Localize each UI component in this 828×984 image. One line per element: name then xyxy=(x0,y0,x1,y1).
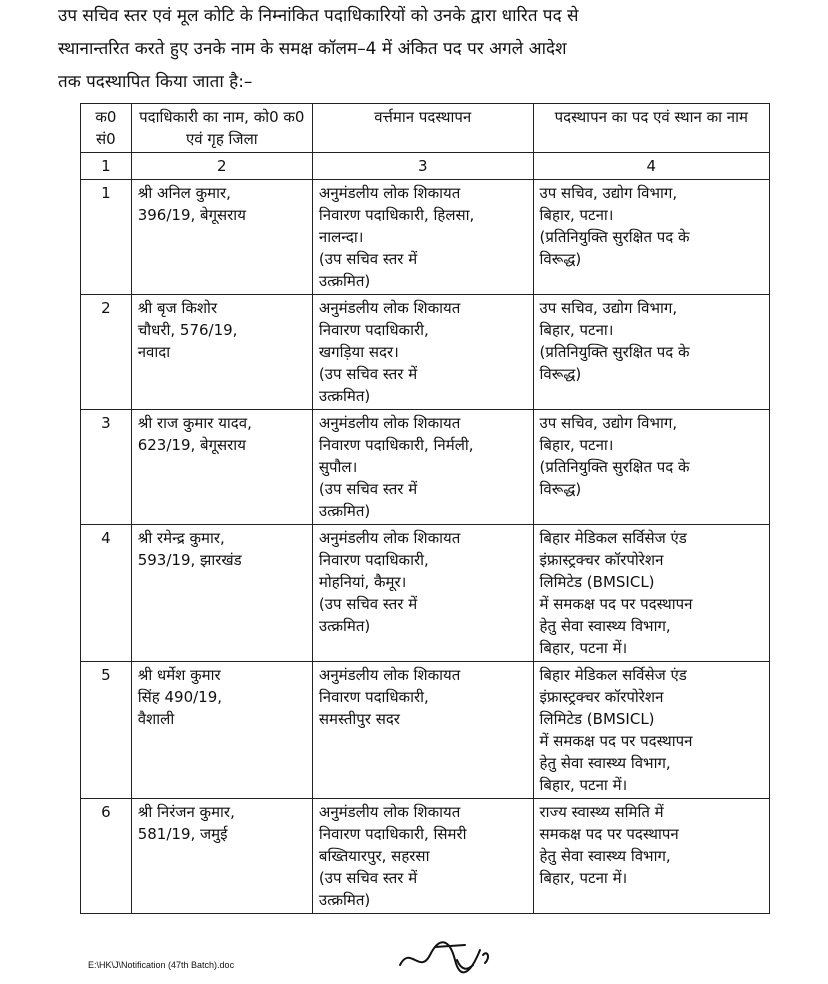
cell-text-line: (उप सचिव स्तर में xyxy=(318,250,418,268)
new-posting-cell xyxy=(533,180,769,295)
cell-text-line: उप सचिव, उद्योग विभाग, xyxy=(539,299,678,317)
column-number: 1 xyxy=(81,153,132,180)
serial-number-cell: 3 xyxy=(81,410,132,525)
intro-paragraph xyxy=(58,0,818,99)
cell-text-line: बिहार, पटना। xyxy=(539,321,614,339)
cell-text-line: (उप सचिव स्तर में xyxy=(318,595,418,613)
cell-text-line: विरूद्ध) xyxy=(539,250,582,268)
cell-text-line: अनुमंडलीय लोक शिकायत xyxy=(318,529,461,547)
cell-text-line: 593/19, झारखंड xyxy=(137,551,242,569)
cell-text-line: उत्क्रमित) xyxy=(318,891,371,909)
cell-text-line: निवारण पदाधिकारी, हिलसा, xyxy=(318,206,475,224)
table-row xyxy=(81,295,770,410)
cell-text-line: लिमिटेड (BMSICL) xyxy=(539,710,655,728)
cell-text-line: निवारण पदाधिकारी, xyxy=(318,551,429,569)
officer-name-cell xyxy=(131,295,312,410)
table-row xyxy=(81,662,770,799)
column-number: 3 xyxy=(312,153,533,180)
cell-text-line: श्री राज कुमार यादव, xyxy=(137,414,252,432)
cell-text-line: सुपौल। xyxy=(318,458,358,476)
table-row xyxy=(81,180,770,295)
current-posting-cell xyxy=(312,410,533,525)
cell-text-line: श्री निरंजन कुमार, xyxy=(137,803,235,821)
cell-text-line: (उप सचिव स्तर में xyxy=(318,480,418,498)
cell-text-line: बिहार, पटना में। xyxy=(539,639,628,657)
table-row xyxy=(81,410,770,525)
cell-text-line: उत्क्रमित) xyxy=(318,502,371,520)
cell-text-line: नवादा xyxy=(137,343,171,361)
cell-text-line: मोहनियां, कैमूर। xyxy=(318,573,407,591)
officer-name-cell xyxy=(131,799,312,914)
cell-text-line: अनुमंडलीय लोक शिकायत xyxy=(318,666,461,684)
cell-text-line: इंफ्रास्ट्रक्चर कॉरपोरेशन xyxy=(539,551,664,569)
serial-number-cell: 6 xyxy=(81,799,132,914)
cell-text-line: हेतु सेवा स्वास्थ्य विभाग, xyxy=(539,617,671,635)
posting-table xyxy=(80,103,770,914)
table-body xyxy=(81,180,770,914)
current-posting-cell xyxy=(312,525,533,662)
signature-image xyxy=(395,935,495,980)
serial-number-cell: 4 xyxy=(81,525,132,662)
cell-text-line: में समकक्ष पद पर पदस्थापन xyxy=(539,595,693,613)
current-posting-cell xyxy=(312,799,533,914)
cell-text-line: (प्रतिनियुक्ति सुरक्षित पद के xyxy=(539,343,690,361)
cell-text-line: अनुमंडलीय लोक शिकायत xyxy=(318,414,461,432)
cell-text-line: बिहार, पटना में। xyxy=(539,776,628,794)
cell-text-line: श्री बृज किशोर xyxy=(137,299,218,317)
cell-text-line: वैशाली xyxy=(137,710,175,728)
cell-text-line: 396/19, बेगूसराय xyxy=(137,206,246,224)
cell-text-line: 581/19, जमुई xyxy=(137,825,228,843)
current-posting-cell xyxy=(312,295,533,410)
cell-text-line: विरूद्ध) xyxy=(539,480,582,498)
header-row xyxy=(81,104,770,153)
file-path-footer: E:\HK\J\Notification (47th Batch).doc xyxy=(88,960,235,970)
serial-number-cell: 1 xyxy=(81,180,132,295)
cell-text-line: अनुमंडलीय लोक शिकायत xyxy=(318,299,461,317)
new-posting-cell xyxy=(533,525,769,662)
cell-text-line: राज्य स्वास्थ्य समिति में xyxy=(539,803,664,821)
table-row xyxy=(81,525,770,662)
new-posting-cell xyxy=(533,410,769,525)
current-posting-cell xyxy=(312,180,533,295)
cell-text-line: खगड़िया सदर। xyxy=(318,343,399,361)
cell-text-line: सिंह 490/19, xyxy=(137,688,223,706)
cell-text-line: समकक्ष पद पर पदस्थापन xyxy=(539,825,679,843)
cell-text-line: नालन्दा। xyxy=(318,228,364,246)
cell-text-line: उप सचिव, उद्योग विभाग, xyxy=(539,184,678,202)
intro-line: तक पदस्थापित किया जाता है:– xyxy=(58,72,253,92)
current-posting-cell xyxy=(312,662,533,799)
intro-line: स्थानान्तरित करते हुए उनके नाम के समक्ष कॉलम–4 में अंकित पद पर अगले आदेश xyxy=(58,39,567,59)
cell-text-line: श्री रमेन्द्र कुमार, xyxy=(137,529,225,547)
cell-text-line: समस्तीपुर सदर xyxy=(318,710,400,728)
cell-text-line: बिहार, पटना। xyxy=(539,436,614,454)
cell-text-line: बिहार, पटना। xyxy=(539,206,614,224)
serial-number-cell: 5 xyxy=(81,662,132,799)
officer-name-cell xyxy=(131,662,312,799)
cell-text-line: (प्रतिनियुक्ति सुरक्षित पद के xyxy=(539,458,690,476)
cell-text-line: चौधरी, 576/19, xyxy=(137,321,238,339)
cell-text-line: उत्क्रमित) xyxy=(318,272,371,290)
officer-name-cell xyxy=(131,410,312,525)
cell-text-line: में समकक्ष पद पर पदस्थापन xyxy=(539,732,693,750)
cell-text-line: विरूद्ध) xyxy=(539,365,582,383)
cell-text-line: निवारण पदाधिकारी, निर्मली, xyxy=(318,436,474,454)
new-posting-cell xyxy=(533,662,769,799)
cell-text-line: इंफ्रास्ट्रक्चर कॉरपोरेशन xyxy=(539,688,664,706)
cell-text-line: अनुमंडलीय लोक शिकायत xyxy=(318,803,461,821)
new-posting-cell xyxy=(533,799,769,914)
header-current-posting: वर्त्तमान पदस्थापन xyxy=(312,104,533,153)
column-number: 4 xyxy=(533,153,769,180)
intro-line: उप सचिव स्तर एवं मूल कोटि के निम्नांकित पदाधिकारियों को उनके द्वारा धारित पद से xyxy=(58,6,579,26)
cell-text-line: (उप सचिव स्तर में xyxy=(318,869,418,887)
officer-name-cell xyxy=(131,180,312,295)
cell-text-line: बिहार मेडिकल सर्विसेज एंड xyxy=(539,529,687,547)
cell-text-line: श्री धर्मेश कुमार xyxy=(137,666,221,684)
table-row xyxy=(81,799,770,914)
cell-text-line: निवारण पदाधिकारी, xyxy=(318,688,429,706)
serial-number-cell: 2 xyxy=(81,295,132,410)
new-posting-cell xyxy=(533,295,769,410)
cell-text-line: (प्रतिनियुक्ति सुरक्षित पद के xyxy=(539,228,690,246)
cell-text-line: बिहार, पटना में। xyxy=(539,869,628,887)
officer-name-cell xyxy=(131,525,312,662)
cell-text-line: श्री अनिल कुमार, xyxy=(137,184,231,202)
cell-text-line: बख्तियारपुर, सहरसा xyxy=(318,847,430,865)
cell-text-line: बिहार मेडिकल सर्विसेज एंड xyxy=(539,666,687,684)
cell-text-line: निवारण पदाधिकारी, सिमरी xyxy=(318,825,467,843)
column-number: 2 xyxy=(131,153,312,180)
cell-text-line: (उप सचिव स्तर में xyxy=(318,365,418,383)
column-number-row xyxy=(81,153,770,180)
header-serial-number: क0 सं0 xyxy=(81,104,132,153)
cell-text-line: उत्क्रमित) xyxy=(318,387,371,405)
cell-text-line: निवारण पदाधिकारी, xyxy=(318,321,429,339)
cell-text-line: उप सचिव, उद्योग विभाग, xyxy=(539,414,678,432)
cell-text-line: अनुमंडलीय लोक शिकायत xyxy=(318,184,461,202)
cell-text-line: 623/19, बेगूसराय xyxy=(137,436,246,454)
cell-text-line: हेतु सेवा स्वास्थ्य विभाग, xyxy=(539,754,671,772)
header-officer-name: पदाधिकारी का नाम, को0 क0 एवं गृह जिला xyxy=(131,104,312,153)
cell-text-line: हेतु सेवा स्वास्थ्य विभाग, xyxy=(539,847,671,865)
cell-text-line: उत्क्रमित) xyxy=(318,617,371,635)
header-new-posting: पदस्थापन का पद एवं स्थान का नाम xyxy=(533,104,769,153)
cell-text-line: लिमिटेड (BMSICL) xyxy=(539,573,655,591)
